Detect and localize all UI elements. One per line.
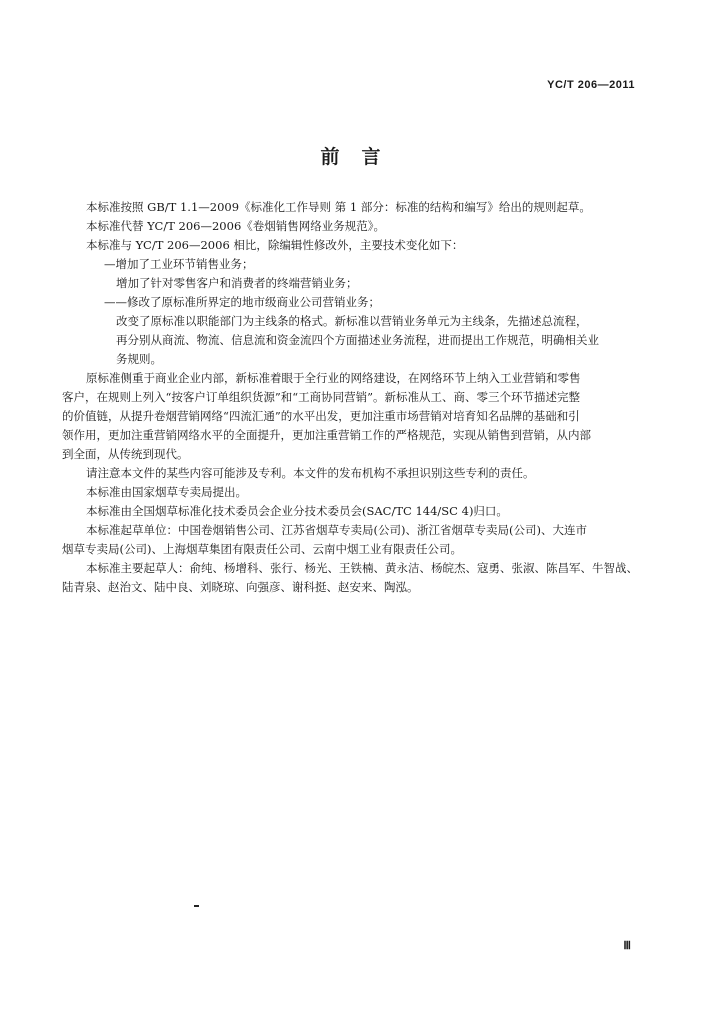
standard-code: YC/T 206—2011 bbox=[547, 79, 635, 91]
text-line: 改变了原标准以职能部门为主线条的格式。新标准以营销业务单元为主线条，先描述总流程， bbox=[116, 314, 588, 328]
page-number: Ⅲ bbox=[623, 940, 631, 952]
page-title: 前言 bbox=[320, 146, 403, 168]
text-line: 领作用，更加注重营销网络水平的全面提升，更加注重营销工作的严格规范，实现从销售到营销，从内部 bbox=[62, 428, 591, 442]
text-line: 本标准与 YC/T 206—2006 相比，除编辑性修改外，主要技术变化如下： bbox=[86, 238, 464, 252]
text-line: 本标准由全国烟草标准化技术委员会企业分技术委员会(SAC/TC 144/SC 4)归口。 bbox=[86, 504, 508, 518]
text-line: —增加了工业环节销售业务； bbox=[104, 257, 254, 271]
document-body bbox=[62, 198, 640, 597]
text-line: 增加了针对零售客户和消费者的终端营销业务； bbox=[116, 276, 358, 290]
text-line: 的价值链，从提升卷烟营销网络“四流汇通”的水平出发，更加注重市场营销对培育知名品牌的基础和引 bbox=[62, 409, 580, 423]
text-line: 本标准由国家烟草专卖局提出。 bbox=[86, 485, 247, 499]
text-line: 本标准起草单位：中国卷烟销售公司、江苏省烟草专卖局(公司)、浙江省烟草专卖局(公司)、大连市 bbox=[86, 523, 587, 537]
stray-mark bbox=[194, 905, 199, 907]
text-line: 原标准侧重于商业企业内部，新标准着眼于全行业的网络建设，在网络环节上纳入工业营销和零售 bbox=[86, 371, 581, 385]
text-line: 陆青泉、赵治文、陆中良、刘晓琼、向强彦、谢科挺、赵安来、陶泓。 bbox=[62, 580, 419, 594]
text-line: 请注意本文件的某些内容可能涉及专利。本文件的发布机构不承担识别这些专利的责任。 bbox=[86, 466, 535, 480]
text-line: 务规则。 bbox=[116, 352, 162, 366]
text-line: 烟草专卖局(公司)、上海烟草集团有限责任公司、云南中烟工业有限责任公司。 bbox=[62, 542, 462, 556]
text-line: 本标准主要起草人：俞纯、杨增科、张行、杨光、王铁楠、黄永洁、杨皖杰、寇勇、张淑、陈昌军、牛智战、 bbox=[86, 561, 638, 575]
text-line: ——修改了原标准所界定的地市级商业公司营销业务； bbox=[104, 295, 380, 309]
text-line: 本标准按照 GB/T 1.1—2009《标准化工作导则 第 1 部分：标准的结构和编写》给出的规则起草。 bbox=[86, 200, 591, 214]
text-line: 客户，在规则上列入“按客户订单组织货源”和“工商协同营销”。新标准从工、商、零三个环节描述完整 bbox=[62, 390, 581, 404]
text-line: 到全面，从传统到现代。 bbox=[62, 447, 189, 461]
text-line: 再分别从商流、物流、信息流和资金流四个方面描述业务流程，进而提出工作规范，明确相关业 bbox=[116, 333, 599, 347]
text-line: 本标准代替 YC/T 206—2006《卷烟销售网络业务规范》。 bbox=[86, 219, 386, 233]
